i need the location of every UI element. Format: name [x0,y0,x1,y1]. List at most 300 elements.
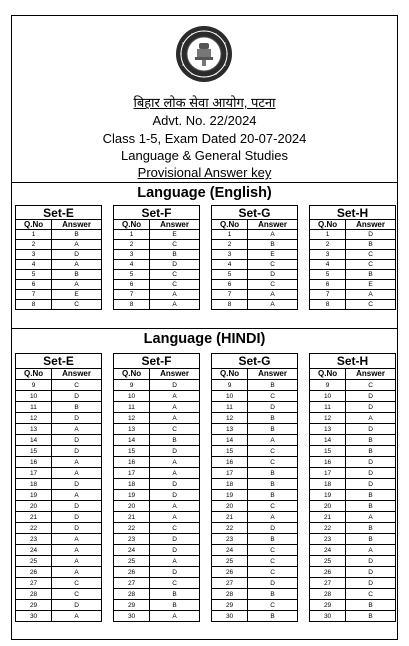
question-number: 1 [310,230,346,240]
column-header-answer: Answer [150,220,200,230]
answer-option: A [52,457,102,468]
question-number: 17 [114,468,150,479]
table-row [310,270,396,280]
table-row [16,534,102,545]
table-row [114,240,200,250]
column-header-qno: Q.No [16,369,52,380]
table-row [16,300,102,310]
answer-option: B [150,250,200,260]
question-number: 20 [212,501,248,512]
question-number: 2 [16,240,52,250]
question-number: 23 [310,534,346,545]
question-number: 6 [114,280,150,290]
question-number: 7 [212,290,248,300]
answer-option: D [52,479,102,490]
table-row [212,250,298,260]
table-row [114,270,200,280]
table-row [310,512,396,523]
question-number: 3 [114,250,150,260]
question-number: 28 [310,589,346,600]
table-row [114,523,200,534]
table-row [16,501,102,512]
table-row [16,567,102,578]
answer-option: D [150,534,200,545]
table-row [212,523,298,534]
question-number: 23 [16,534,52,545]
table-row [114,230,200,240]
question-number: 8 [16,300,52,310]
answer-option: A [248,290,298,300]
answer-option: C [248,567,298,578]
question-number: 19 [16,490,52,501]
answer-option: D [346,402,396,413]
question-number: 20 [16,501,52,512]
table-row [16,523,102,534]
answer-option: D [150,380,200,391]
table-row [310,260,396,270]
answer-option: D [346,567,396,578]
answer-option: B [346,490,396,501]
table-row [212,545,298,556]
table-row [310,490,396,501]
answer-option: A [150,402,200,413]
table-row [212,260,298,270]
table-row [310,479,396,490]
question-number: 10 [114,391,150,402]
answer-table-set-e [15,205,102,310]
answer-option: C [346,589,396,600]
question-number: 23 [212,534,248,545]
question-number: 13 [16,424,52,435]
question-number: 17 [212,468,248,479]
answer-option: D [52,413,102,424]
question-number: 7 [114,290,150,300]
answer-option: A [248,230,298,240]
question-number: 17 [16,468,52,479]
table-row [212,611,298,622]
table-row [114,290,200,300]
answer-option: D [346,468,396,479]
table-row [212,534,298,545]
answer-option: C [150,240,200,250]
question-number: 25 [114,556,150,567]
answer-option: B [248,240,298,250]
question-number: 12 [212,413,248,424]
answer-option: D [150,490,200,501]
question-number: 5 [212,270,248,280]
question-number: 15 [310,446,346,457]
question-number: 27 [16,578,52,589]
answer-option: B [248,490,298,501]
answer-option: A [248,512,298,523]
question-number: 2 [114,240,150,250]
table-row [310,290,396,300]
table-row [212,446,298,457]
table-row [212,567,298,578]
answer-option: C [248,545,298,556]
answer-option: B [346,611,396,622]
answer-option: D [52,435,102,446]
answer-option: A [52,260,102,270]
question-number: 14 [310,435,346,446]
answer-option: B [52,230,102,240]
table-row [16,446,102,457]
answer-option: C [248,446,298,457]
answer-option: C [248,391,298,402]
question-number: 5 [16,270,52,280]
question-number: 19 [310,490,346,501]
answer-option: D [248,270,298,280]
answer-option: A [52,468,102,479]
table-row [310,545,396,556]
question-number: 11 [310,402,346,413]
answer-option: A [150,468,200,479]
table-row [212,479,298,490]
answer-option: C [248,280,298,290]
question-number: 18 [16,479,52,490]
answer-option: D [150,567,200,578]
answer-option: C [150,270,200,280]
table-row [16,611,102,622]
question-number: 24 [16,545,52,556]
table-row [212,300,298,310]
table-row [212,380,298,391]
table-row [310,600,396,611]
question-number: 22 [16,523,52,534]
answer-option: B [150,600,200,611]
table-row [212,435,298,446]
question-number: 10 [212,391,248,402]
set-name: Set-H [310,206,396,220]
table-row [16,545,102,556]
question-number: 21 [310,512,346,523]
column-header-answer: Answer [52,220,102,230]
answer-option: A [52,545,102,556]
question-number: 6 [16,280,52,290]
answer-table-set-f [113,205,200,310]
table-row [16,600,102,611]
question-number: 26 [16,567,52,578]
set-name: Set-F [114,354,200,369]
table-row [310,391,396,402]
section-title-english: Language (English) [137,185,272,201]
answer-option: B [248,589,298,600]
table-row [212,468,298,479]
bpsc-seal-icon [175,25,233,83]
column-header-answer: Answer [150,369,200,380]
question-number: 15 [114,446,150,457]
table-row [310,250,396,260]
exam-details: Class 1-5, Exam Dated 20-07-2024 [102,131,307,146]
answer-option: C [346,260,396,270]
answer-option: A [346,413,396,424]
table-row [212,512,298,523]
answer-option: A [150,611,200,622]
answer-option: C [248,457,298,468]
table-row [16,424,102,435]
advertisement-number: Advt. No. 22/2024 [152,113,257,128]
question-number: 10 [310,391,346,402]
answer-option: D [346,424,396,435]
table-row [114,446,200,457]
question-number: 3 [310,250,346,260]
question-number: 25 [16,556,52,567]
question-number: 21 [16,512,52,523]
answer-option: A [52,567,102,578]
question-number: 16 [310,457,346,468]
answer-option: C [52,578,102,589]
table-row [212,589,298,600]
question-number: 29 [114,600,150,611]
question-number: 4 [16,260,52,270]
question-number: 9 [212,380,248,391]
question-number: 30 [212,611,248,622]
table-row [114,578,200,589]
table-row [16,290,102,300]
question-number: 19 [212,490,248,501]
question-number: 29 [16,600,52,611]
set-name: Set-F [114,206,200,220]
table-row [114,391,200,402]
question-number: 18 [310,479,346,490]
answer-option: C [248,556,298,567]
column-header-qno: Q.No [212,220,248,230]
answer-option: A [150,300,200,310]
question-number: 1 [114,230,150,240]
column-header-qno: Q.No [114,369,150,380]
question-number: 12 [16,413,52,424]
answer-option: C [150,424,200,435]
table-row [114,424,200,435]
question-number: 1 [16,230,52,240]
question-number: 11 [114,402,150,413]
answer-option: D [52,446,102,457]
table-row [212,600,298,611]
answer-option: B [346,534,396,545]
question-number: 5 [114,270,150,280]
question-number: 9 [310,380,346,391]
answer-option: D [248,402,298,413]
answer-option: D [52,250,102,260]
question-number: 1 [212,230,248,240]
question-number: 5 [310,270,346,280]
question-number: 21 [212,512,248,523]
answer-option: B [346,446,396,457]
answer-option: A [150,413,200,424]
question-number: 17 [310,468,346,479]
table-row [212,556,298,567]
question-number: 16 [212,457,248,468]
table-row [310,523,396,534]
answer-option: A [248,300,298,310]
table-row [212,290,298,300]
table-row [212,240,298,250]
answer-option: B [150,589,200,600]
answer-option: C [346,300,396,310]
answer-table-set-e [15,353,102,622]
answer-option: B [248,479,298,490]
answer-option: C [346,380,396,391]
set-name: Set-E [16,354,102,369]
table-row [212,490,298,501]
answer-option: B [248,413,298,424]
answer-option: B [248,380,298,391]
table-row [114,534,200,545]
answer-option: E [346,280,396,290]
question-number: 26 [114,567,150,578]
question-number: 4 [310,260,346,270]
answer-option: A [346,290,396,300]
question-number: 3 [16,250,52,260]
question-number: 13 [212,424,248,435]
table-row [16,589,102,600]
table-row [310,578,396,589]
table-row [16,490,102,501]
table-row [16,250,102,260]
table-row [310,556,396,567]
column-header-answer: Answer [346,369,396,380]
table-row [16,479,102,490]
table-row [114,501,200,512]
table-row [16,230,102,240]
answer-table-set-f [113,353,200,622]
answer-option: A [150,501,200,512]
answer-option: B [52,270,102,280]
answer-option: D [346,556,396,567]
set-name: Set-G [212,354,298,369]
question-number: 13 [114,424,150,435]
table-row [114,512,200,523]
question-number: 4 [212,260,248,270]
table-row [310,457,396,468]
answer-option: D [150,479,200,490]
answer-option: C [150,578,200,589]
answer-option: A [150,457,200,468]
table-row [16,457,102,468]
answer-option: A [52,490,102,501]
answer-option: A [346,512,396,523]
table-row [310,300,396,310]
table-row [114,280,200,290]
answer-option: A [346,545,396,556]
question-number: 6 [310,280,346,290]
section-title-hindi: Language (HINDI) [143,331,266,347]
table-row [114,435,200,446]
table-row [16,280,102,290]
answer-option: B [346,270,396,280]
table-row [310,230,396,240]
answer-table-set-h [309,353,396,622]
table-row [114,479,200,490]
answer-option: B [346,523,396,534]
divider [12,182,397,183]
answer-option: D [346,230,396,240]
question-number: 18 [114,479,150,490]
question-number: 25 [310,556,346,567]
answer-option: A [52,534,102,545]
question-number: 2 [310,240,346,250]
question-number: 11 [212,402,248,413]
table-row [310,446,396,457]
answer-option: D [248,578,298,589]
answer-option: B [346,435,396,446]
question-number: 22 [212,523,248,534]
answer-option: A [52,556,102,567]
question-number: 29 [212,600,248,611]
answer-option: B [346,240,396,250]
table-row [310,280,396,290]
question-number: 24 [114,545,150,556]
answer-option: D [346,479,396,490]
table-row [212,578,298,589]
table-row [212,230,298,240]
table-row [114,490,200,501]
answer-option: A [52,424,102,435]
table-row [212,402,298,413]
question-number: 30 [310,611,346,622]
header [12,16,397,182]
answer-option: D [346,391,396,402]
table-row [310,468,396,479]
answer-option: D [150,446,200,457]
question-number: 13 [310,424,346,435]
table-row [310,435,396,446]
question-number: 20 [114,501,150,512]
answer-option: A [52,280,102,290]
question-number: 3 [212,250,248,260]
question-number: 18 [212,479,248,490]
answer-option: A [150,290,200,300]
table-row [212,413,298,424]
answer-option: C [248,501,298,512]
question-number: 27 [212,578,248,589]
answer-option: E [248,250,298,260]
question-number: 26 [212,567,248,578]
answer-option: D [248,523,298,534]
table-row [212,457,298,468]
column-header-qno: Q.No [114,220,150,230]
question-number: 16 [114,457,150,468]
column-header-answer: Answer [52,369,102,380]
question-number: 8 [114,300,150,310]
question-number: 10 [16,391,52,402]
answer-option: D [52,600,102,611]
table-row [114,600,200,611]
question-number: 28 [16,589,52,600]
table-row [114,250,200,260]
answer-option: A [248,435,298,446]
answer-option: D [52,391,102,402]
question-number: 16 [16,457,52,468]
question-number: 21 [114,512,150,523]
question-number: 15 [16,446,52,457]
table-row [16,556,102,567]
table-row [114,413,200,424]
answer-option: C [248,600,298,611]
table-row [310,240,396,250]
table-row [114,457,200,468]
answer-option: D [150,260,200,270]
question-number: 4 [114,260,150,270]
question-number: 28 [212,589,248,600]
table-row [310,413,396,424]
question-number: 14 [212,435,248,446]
answer-option: C [248,260,298,270]
table-row [114,611,200,622]
answer-option: D [346,578,396,589]
answer-option: B [346,501,396,512]
answer-option: C [52,300,102,310]
